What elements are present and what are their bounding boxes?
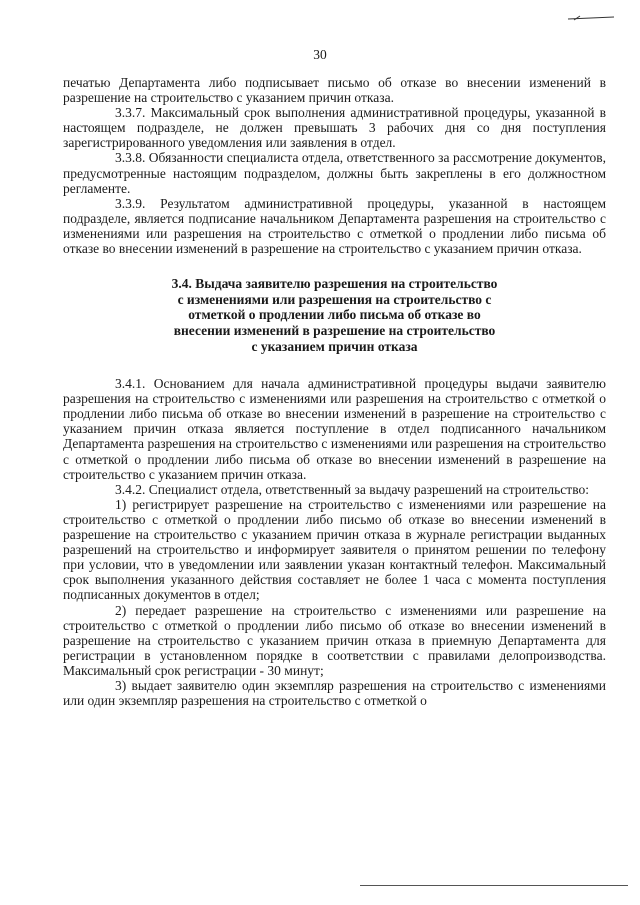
paragraph: 3.4.1. Основанием для начала административной процедуры выдачи заявителю разрешения на строительство с изменениями или разрешения на строительство с отметкой о продлении либо письма об отказе во внесении изменений в разрешение на строительство с указанием причин отказа является поступление в отдел подписанного начальником Департамента разрешения на строительство с изменениями или разрешения на строительство с отметкой о продлении либо письма об отказе во внесении изменений в разрешение на строительство с указанием причин отказа. — [63, 376, 606, 482]
corner-scan-mark — [566, 14, 616, 22]
paragraph: 3) выдает заявителю один экземпляр разрешения на строительство с изменениями или один экземпляр разрешения на строительство с отметкой о — [63, 677, 606, 709]
section-heading — [63, 276, 606, 354]
paragraph: 2) передает разрешение на строительство с изменениями или разрешение на строительство с отметкой о продлении либо письмо об отказе во внесении изменений в разрешение на строительство с указанием причин отказа в приемную Департамента для регистрации в установленном порядке в соответствии с правилами делопроизводства. Максимальный срок регистрации - 30 минут; — [63, 602, 606, 678]
document-body — [63, 75, 606, 708]
heading-line: с изменениями или разрешения на строительство с — [177, 291, 492, 307]
paragraph: 3.3.8. Обязанности специалиста отдела, ответственного за рассмотрение документов, предусмотренные настоящим подразделом, должны быть закреплены в его должностном регламенте. — [63, 150, 606, 196]
paragraphs-before-heading — [63, 75, 606, 256]
paragraph: 3.4.2. Специалист отдела, ответственный за выдачу разрешений на строительство: — [115, 481, 589, 497]
heading-line: отметкой о продлении либо письма об отказе во — [188, 307, 481, 323]
bottom-rule — [360, 885, 628, 886]
paragraph: 3.3.7. Максимальный срок выполнения административной процедуры, указанной в настоящем подразделе, не должен превышать 3 рабочих дня со дня поступления зарегистрированного уведомления или заявления в отдел. — [63, 105, 606, 151]
heading-line: 3.4. Выдача заявителю разрешения на строительство — [171, 276, 498, 292]
page-number: 30 — [313, 47, 327, 62]
paragraphs-after-heading — [63, 376, 606, 708]
paragraph: 3.3.9. Результатом административной процедуры, указанной в настоящем подразделе, является подписание начальником Департамента разрешения на строительство с изменениями или разрешения на строительство с отметкой о продлении либо письма об отказе во внесении изменений в разрешение на строительство с указанием причин отказа. — [63, 195, 606, 257]
heading-line: внесении изменений в разрешение на строительство — [173, 322, 496, 338]
paragraph: печатью Департамента либо подписывает письмо об отказе во внесении изменений в разрешение на строительство с указанием причин отказа. — [63, 75, 606, 106]
heading-line: с указанием причин отказа — [251, 338, 418, 354]
paragraph: 1) регистрирует разрешение на строительство с изменениями или разрешение на строительство с отметкой о продлении либо письмо об отказе во внесении изменений в разрешение на строительство с указанием причин отказа в журнале регистрации выданных разрешений на строительство и информирует заявителя о принятом решении по телефону при условии, что в уведомлении или заявлении указан контактный телефон. Максимальный срок выполнения указанного действия составляет не более 1 часа с момента поступления подписанных документов в отдел; — [63, 496, 606, 603]
